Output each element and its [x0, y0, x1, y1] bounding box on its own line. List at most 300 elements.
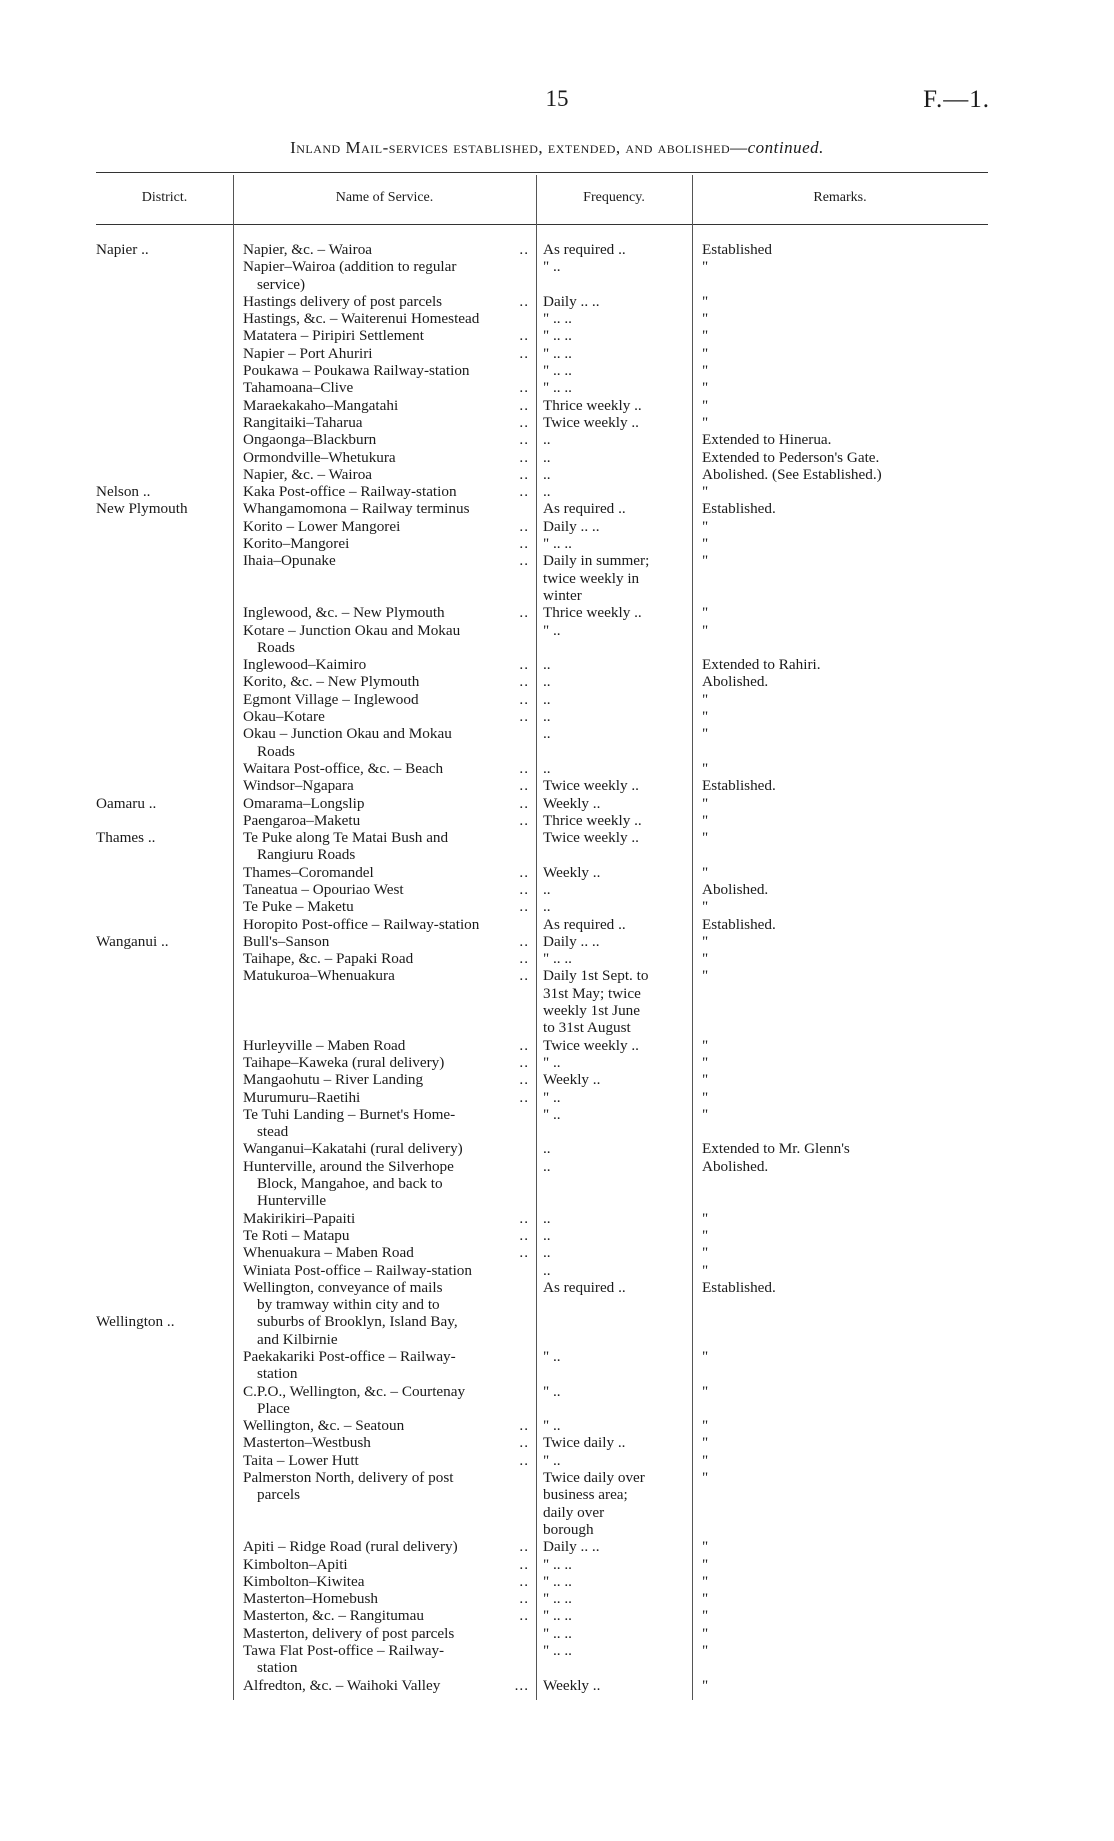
remarks-text: Abolished. — [702, 1157, 769, 1175]
frequency-text: .. — [543, 1157, 551, 1175]
remarks-text: " — [702, 932, 709, 950]
district-line — [96, 276, 226, 293]
district-line — [96, 985, 226, 1002]
service-line — [243, 777, 533, 794]
remarks-column — [702, 241, 972, 1694]
leader-dots: .. — [519, 967, 529, 985]
district-line — [96, 310, 226, 327]
service-text: Inglewood–Kaimiro — [243, 656, 367, 674]
frequency-line — [543, 500, 683, 517]
service-line — [243, 1140, 533, 1157]
heading-continued: continued. — [747, 138, 824, 157]
remarks-text: " — [702, 1036, 709, 1054]
remarks-line — [702, 327, 972, 344]
leader-dots — [455, 1106, 533, 1123]
frequency-text: .. — [543, 690, 551, 708]
leader-dots — [443, 1175, 533, 1192]
service-text: Bull's–Sanson — [243, 932, 330, 950]
remarks-text: " — [702, 1538, 709, 1556]
service-line — [243, 795, 533, 812]
leader-dots: .. — [519, 1451, 529, 1469]
remarks-line — [702, 1642, 972, 1659]
service-text: Kimbolton–Kiwitea — [243, 1572, 365, 1590]
service-line — [243, 1002, 533, 1019]
leader-dots — [463, 1140, 533, 1157]
remarks-line — [702, 1504, 972, 1521]
frequency-line — [543, 760, 683, 777]
service-text: Roads — [257, 742, 295, 760]
district-line — [96, 1383, 226, 1400]
frequency-text: .. — [543, 759, 551, 777]
frequency-text: " .. .. — [543, 379, 572, 397]
remarks-text: Established. — [702, 915, 776, 933]
remarks-line — [702, 743, 972, 760]
service-text: Roads — [257, 638, 295, 656]
frequency-text: As required .. — [543, 500, 626, 518]
frequency-text: " .. — [543, 1417, 561, 1435]
remarks-text: " — [702, 1607, 709, 1625]
service-line — [243, 725, 533, 742]
service-line — [243, 846, 533, 863]
frequency-text: " .. .. — [543, 1642, 572, 1660]
service-text: Tahamoana–Clive — [243, 379, 354, 397]
frequency-line — [543, 1089, 683, 1106]
frequency-text: Weekly .. — [543, 1071, 601, 1089]
district-line — [96, 1158, 226, 1175]
service-text: stead — [257, 1123, 289, 1141]
service-text: Inglewood, &c. – New Plymouth — [243, 604, 445, 622]
service-line — [243, 500, 533, 517]
service-text: Rangitaiki–Taharua — [243, 413, 363, 431]
service-text: Masterton–Westbush — [243, 1434, 371, 1452]
district-text: Thames .. — [96, 829, 156, 847]
frequency-text: Twice daily over — [543, 1469, 645, 1487]
frequency-line — [543, 1556, 683, 1573]
column-divider-3 — [692, 175, 693, 1700]
leader-dots: .. — [519, 1590, 529, 1608]
frequency-line — [543, 1192, 683, 1209]
frequency-text: " .. — [543, 1088, 561, 1106]
service-text: Horopito Post-office – Railway-station — [243, 915, 480, 933]
frequency-line — [543, 345, 683, 362]
frequency-line — [543, 1244, 683, 1261]
frequency-line — [543, 1642, 683, 1659]
district-line — [96, 950, 226, 967]
remarks-line — [702, 1019, 972, 1036]
district-line — [96, 1504, 226, 1521]
district-line — [96, 881, 226, 898]
leader-dots: .. — [519, 604, 529, 622]
district-line — [96, 933, 226, 950]
frequency-line — [543, 587, 683, 604]
leader-dots: .. — [519, 1053, 529, 1071]
leader-dots — [465, 1383, 533, 1400]
remarks-text: " — [702, 552, 709, 570]
remarks-text: Abolished. — [702, 880, 769, 898]
remarks-text: " — [702, 1417, 709, 1435]
remarks-line — [702, 1434, 972, 1451]
district-line — [96, 1313, 226, 1330]
service-line — [243, 1556, 533, 1573]
remarks-line — [702, 760, 972, 777]
district-line — [96, 1244, 226, 1261]
district-line — [96, 1106, 226, 1123]
service-line — [243, 587, 533, 604]
remarks-text: " — [702, 327, 709, 345]
leader-dots: .. — [519, 880, 529, 898]
remarks-line — [702, 829, 972, 846]
district-line — [96, 518, 226, 535]
remarks-line — [702, 1659, 972, 1676]
service-text: Alfredton, &c. – Waihoki Valley — [243, 1676, 441, 1694]
service-line — [243, 743, 533, 760]
service-text: Murumuru–Raetihi — [243, 1088, 361, 1106]
remarks-text: " — [702, 708, 709, 726]
service-line — [243, 1417, 533, 1434]
frequency-line — [543, 1106, 683, 1123]
remarks-line — [702, 518, 972, 535]
frequency-text: " .. .. — [543, 1572, 572, 1590]
leader-dots: .. — [519, 690, 529, 708]
frequency-line — [543, 1590, 683, 1607]
remarks-text: Extended to Hinerua. — [702, 431, 832, 449]
district-line — [96, 967, 226, 984]
service-line — [243, 708, 533, 725]
service-line — [243, 1106, 533, 1123]
frequency-line — [543, 1365, 683, 1382]
leader-dots — [257, 587, 533, 604]
district-line — [96, 258, 226, 275]
remarks-text: " — [702, 1469, 709, 1487]
district-line — [96, 622, 226, 639]
district-line — [96, 1140, 226, 1157]
header-top-rule — [96, 172, 988, 173]
remarks-line — [702, 1400, 972, 1417]
frequency-line — [543, 622, 683, 639]
remarks-line — [702, 1469, 972, 1486]
remarks-line — [702, 310, 972, 327]
service-text: Winiata Post-office – Railway-station — [243, 1261, 472, 1279]
remarks-line — [702, 1002, 972, 1019]
frequency-line — [543, 449, 683, 466]
district-line — [96, 1192, 226, 1209]
leader-dots: .. — [519, 863, 529, 881]
frequency-text: " .. .. — [543, 1624, 572, 1642]
service-line — [243, 812, 533, 829]
district-line — [96, 466, 226, 483]
frequency-text: " .. .. — [543, 310, 572, 328]
district-column — [96, 241, 226, 1763]
remarks-line — [702, 916, 972, 933]
remarks-line — [702, 552, 972, 569]
remarks-text: " — [702, 725, 709, 743]
remarks-text: " — [702, 967, 709, 985]
service-line — [243, 535, 533, 552]
service-line — [243, 639, 533, 656]
service-line — [243, 1296, 533, 1313]
column-header-district: District. — [141, 190, 188, 205]
service-text: Hurleyville – Maben Road — [243, 1036, 406, 1054]
leader-dots — [257, 1504, 533, 1521]
remarks-text: Established. — [702, 1278, 776, 1296]
district-line — [96, 743, 226, 760]
district-line — [96, 1348, 226, 1365]
district-line — [96, 362, 226, 379]
frequency-line — [543, 1140, 683, 1157]
service-text: Omarama–Longslip — [243, 794, 365, 812]
remarks-text: Extended to Pederson's Gate. — [702, 448, 880, 466]
remarks-text: Abolished. — [702, 673, 769, 691]
frequency-text: " .. .. — [543, 1607, 572, 1625]
service-text: Poukawa – Poukawa Railway-station — [243, 362, 470, 380]
service-text: Ormondville–Whetukura — [243, 448, 396, 466]
service-line — [243, 1504, 533, 1521]
leader-dots — [257, 1019, 533, 1036]
frequency-text: " .. .. — [543, 535, 572, 553]
district-line — [96, 1677, 226, 1694]
remarks-line — [702, 656, 972, 673]
frequency-line — [543, 1417, 683, 1434]
district-line — [96, 1573, 226, 1590]
service-text: Waitara Post-office, &c. – Beach — [243, 759, 444, 777]
frequency-text: .. — [543, 431, 551, 449]
page-heading — [0, 138, 1114, 158]
leader-dots — [440, 1296, 533, 1313]
frequency-text: Daily in summer; — [543, 552, 650, 570]
remarks-text: " — [702, 950, 709, 968]
district-line — [96, 829, 226, 846]
remarks-line — [702, 293, 972, 310]
district-line — [96, 1037, 226, 1054]
service-line — [243, 691, 533, 708]
remarks-text: " — [702, 1624, 709, 1642]
leader-dots — [257, 1521, 533, 1538]
district-line — [96, 1642, 226, 1659]
leader-dots — [448, 829, 533, 846]
leader-dots — [443, 1279, 533, 1296]
frequency-line — [543, 985, 683, 1002]
remarks-line — [702, 345, 972, 362]
remarks-line — [702, 258, 972, 275]
service-line — [243, 293, 533, 310]
remarks-line — [702, 985, 972, 1002]
service-text: parcels — [257, 1486, 301, 1504]
district-line — [96, 1659, 226, 1676]
leader-dots: .. — [519, 1088, 529, 1106]
service-line — [243, 414, 533, 431]
leader-dots: .. — [519, 535, 529, 553]
remarks-line — [702, 950, 972, 967]
district-line — [96, 604, 226, 621]
service-text: Kimbolton–Apiti — [243, 1555, 348, 1573]
remarks-line — [702, 1089, 972, 1106]
service-text — [243, 1019, 257, 1036]
service-text: Korito, &c. – New Plymouth — [243, 673, 420, 691]
district-line — [96, 639, 226, 656]
service-text: Hastings, &c. – Waiterenui Homestead — [243, 310, 480, 328]
frequency-text: business area; — [543, 1486, 628, 1504]
remarks-line — [702, 1331, 972, 1348]
district-text: New Plymouth — [96, 500, 188, 518]
remarks-line — [702, 967, 972, 984]
service-text: Okau–Kotare — [243, 708, 325, 726]
service-text: Tawa Flat Post-office – Railway- — [243, 1642, 445, 1660]
frequency-line — [543, 1625, 683, 1642]
service-text: by tramway within city and to — [257, 1296, 440, 1314]
service-text: Hastings delivery of post parcels — [243, 292, 443, 310]
frequency-text: .. — [543, 483, 551, 501]
leader-dots: .. — [519, 413, 529, 431]
leader-dots — [444, 1642, 533, 1659]
leader-dots: .. — [519, 1417, 529, 1435]
column-header-service: Name of Service. — [335, 190, 434, 205]
district-line — [96, 1002, 226, 1019]
service-line — [243, 449, 533, 466]
service-line — [243, 1434, 533, 1451]
service-line — [243, 310, 533, 327]
leader-dots: .. — [519, 1434, 529, 1452]
service-line — [243, 1538, 533, 1555]
frequency-line — [543, 1210, 683, 1227]
district-line — [96, 656, 226, 673]
frequency-line — [543, 1071, 683, 1088]
service-text — [243, 1504, 257, 1521]
frequency-line — [543, 1296, 683, 1313]
frequency-line — [543, 535, 683, 552]
district-text: Nelson .. — [96, 483, 151, 501]
service-text: Masterton, delivery of post parcels — [243, 1624, 455, 1642]
service-text: Maraekakaho–Mangatahi — [243, 396, 399, 414]
service-text: Taneatua – Opouriao West — [243, 880, 404, 898]
frequency-text: Twice weekly .. — [543, 829, 639, 847]
leader-dots — [470, 500, 534, 517]
service-text: Korito–Mangorei — [243, 535, 350, 553]
frequency-text: Weekly .. — [543, 794, 601, 812]
service-text: Makirikiri–Papaiti — [243, 1209, 356, 1227]
service-line — [243, 1625, 533, 1642]
district-text: Wanganui .. — [96, 932, 169, 950]
district-line — [96, 414, 226, 431]
district-line — [96, 777, 226, 794]
service-text: Palmerston North, delivery of post — [243, 1469, 454, 1487]
service-text: Thames–Coromandel — [243, 863, 374, 881]
district-line — [96, 1400, 226, 1417]
frequency-text: " .. .. — [543, 950, 572, 968]
remarks-line — [702, 604, 972, 621]
service-line — [243, 864, 533, 881]
service-text: Matukuroa–Whenuakura — [243, 967, 395, 985]
frequency-text: .. — [543, 448, 551, 466]
remarks-text: " — [702, 1434, 709, 1452]
service-text: and Kilbirnie — [257, 1330, 338, 1348]
leader-dots — [453, 1469, 533, 1486]
leader-dots — [456, 1348, 533, 1365]
leader-dots — [355, 846, 533, 863]
frequency-text: Twice weekly .. — [543, 1036, 639, 1054]
service-line — [243, 950, 533, 967]
leader-dots — [305, 276, 533, 293]
remarks-line — [702, 898, 972, 915]
service-line — [243, 1089, 533, 1106]
frequency-text: Thrice weekly .. — [543, 396, 642, 414]
frequency-line — [543, 743, 683, 760]
district-text: Napier .. — [96, 241, 149, 258]
remarks-text: " — [702, 1590, 709, 1608]
remarks-text: " — [702, 1105, 709, 1123]
service-text: Taihape–Kaweka (rural delivery) — [243, 1053, 445, 1071]
remarks-line — [702, 1452, 972, 1469]
service-line — [243, 327, 533, 344]
remarks-text: " — [702, 1348, 709, 1365]
leader-dots: .. — [519, 344, 529, 362]
remarks-line — [702, 1383, 972, 1400]
remarks-line — [702, 1244, 972, 1261]
frequency-text: .. — [543, 880, 551, 898]
leader-dots: .. — [519, 708, 529, 726]
service-line — [243, 1659, 533, 1676]
remarks-line — [702, 846, 972, 863]
district-line — [96, 1469, 226, 1486]
service-text: Taihape, &c. – Papaki Road — [243, 950, 414, 968]
leader-dots: .. — [519, 932, 529, 950]
service-line — [243, 552, 533, 569]
service-line — [243, 1227, 533, 1244]
leader-dots — [326, 1192, 533, 1209]
service-text: Whenuakura – Maben Road — [243, 1244, 414, 1262]
service-line — [243, 622, 533, 639]
service-line — [243, 570, 533, 587]
service-line — [243, 1192, 533, 1209]
service-text: Apiti – Ridge Road (rural delivery) — [243, 1538, 458, 1556]
remarks-line — [702, 673, 972, 690]
leader-dots: .. — [519, 1607, 529, 1625]
frequency-text: " .. .. — [543, 327, 572, 345]
remarks-text: Established. — [702, 500, 776, 518]
frequency-line — [543, 1158, 683, 1175]
district-text: Oamaru .. — [96, 794, 157, 812]
remarks-line — [702, 276, 972, 293]
remarks-line — [702, 570, 972, 587]
frequency-text: Twice daily .. — [543, 1434, 626, 1452]
leader-dots — [295, 639, 533, 656]
leader-dots — [472, 1262, 533, 1279]
service-line — [243, 1573, 533, 1590]
leader-dots — [454, 1158, 533, 1175]
remarks-line — [702, 241, 972, 258]
frequency-text: to 31st August — [543, 1019, 631, 1037]
leader-dots: .. — [519, 1572, 529, 1590]
frequency-line — [543, 1521, 683, 1538]
district-line — [96, 725, 226, 742]
frequency-line — [543, 1262, 683, 1279]
district-line — [96, 587, 226, 604]
leader-dots: .. — [519, 1036, 529, 1054]
service-text: Te Tuhi Landing – Burnet's Home- — [243, 1105, 456, 1123]
service-line — [243, 1262, 533, 1279]
remarks-line — [702, 466, 972, 483]
frequency-line — [543, 1002, 683, 1019]
column-divider-1 — [233, 175, 234, 1700]
service-line — [243, 1279, 533, 1296]
district-line — [96, 812, 226, 829]
frequency-line — [543, 276, 683, 293]
district-line — [96, 1590, 226, 1607]
remarks-line — [702, 1192, 972, 1209]
district-text: Wellington .. — [96, 1313, 175, 1331]
leader-dots: .. — [519, 465, 529, 483]
frequency-line — [543, 379, 683, 396]
service-line — [243, 1313, 533, 1330]
